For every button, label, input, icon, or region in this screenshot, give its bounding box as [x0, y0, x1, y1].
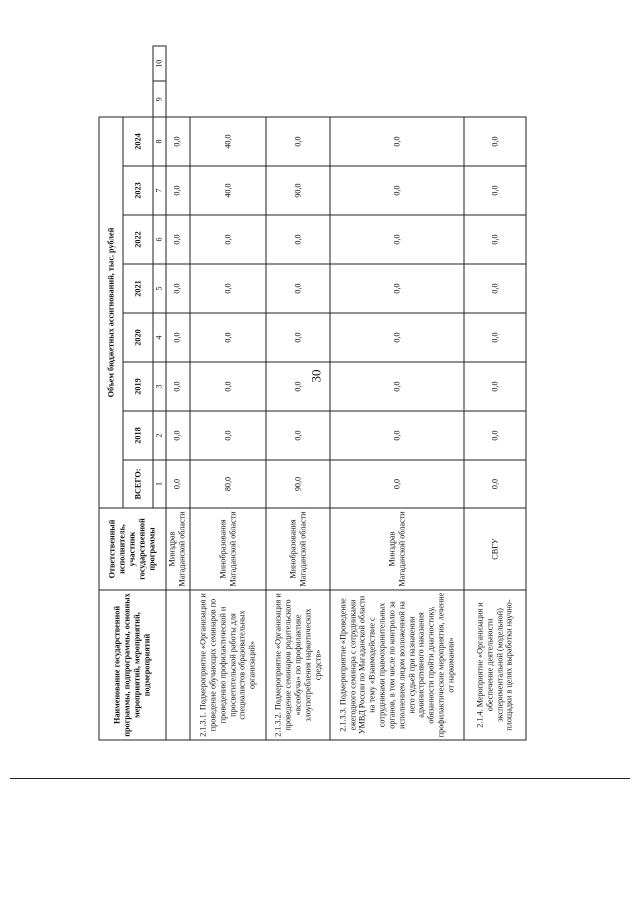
row-responsible: Минобразования Магаданской области	[266, 508, 330, 590]
row-value: 0,0	[330, 215, 464, 264]
row-value: 90,0	[266, 166, 330, 215]
page-number: 30	[308, 369, 324, 383]
col-number: 1	[153, 460, 166, 508]
footer-rule	[10, 778, 630, 779]
col-number: 2	[153, 411, 166, 460]
col-number: 9	[153, 81, 166, 117]
header-responsible: Ответственный исполнитель, участник государственной программы	[99, 508, 166, 590]
header-year: 2023	[123, 166, 153, 215]
header-year: 2020	[123, 313, 153, 362]
row-value: 0,0	[189, 215, 266, 264]
col-number: 7	[153, 166, 166, 215]
row-value: 0,0	[330, 166, 464, 215]
row-responsible: Минздрав Магаданской области	[330, 508, 464, 590]
row-total: 0,0	[330, 460, 464, 508]
row-value: 0,0	[189, 264, 266, 313]
row-value: 0,0	[165, 117, 189, 166]
row-value: 0,0	[165, 264, 189, 313]
row-value: 0,0	[330, 313, 464, 362]
row-value: 0,0	[165, 166, 189, 215]
row-value: 0,0	[464, 166, 526, 215]
row-responsible: Минздрав Магаданской области	[165, 508, 189, 590]
table-row	[266, 46, 330, 740]
row-value: 0,0	[266, 362, 330, 411]
header-budget: Объем бюджетных ассигнований, тыс. рублей	[99, 117, 123, 508]
table-row	[189, 46, 266, 740]
header-year: 2022	[123, 215, 153, 264]
header-year: 2024	[123, 117, 153, 166]
row-value: 0,0	[266, 264, 330, 313]
col-number: 8	[153, 117, 166, 166]
row-value: 0,0	[464, 313, 526, 362]
table-row	[165, 46, 189, 740]
row-value: 0,0	[330, 362, 464, 411]
row-responsible: Минобразования Магаданской области	[189, 508, 266, 590]
budget-table	[98, 45, 526, 740]
row-value: 40,0	[189, 166, 266, 215]
row-value: 0,0	[165, 313, 189, 362]
col-number: 5	[153, 264, 166, 313]
row-value: 40,0	[189, 117, 266, 166]
col-number: 6	[153, 215, 166, 264]
header-total: ВСЕГО:	[123, 460, 153, 508]
row-value: 0,0	[266, 117, 330, 166]
row-total: 0,0	[464, 460, 526, 508]
col-number: 3	[153, 362, 166, 411]
row-value: 0,0	[330, 117, 464, 166]
table-container	[98, 45, 526, 740]
col-number: 10	[153, 46, 166, 82]
header-year: 2019	[123, 362, 153, 411]
col-number: 4	[153, 313, 166, 362]
row-value: 0,0	[189, 362, 266, 411]
header-year: 2018	[123, 411, 153, 460]
row-value: 0,0	[189, 411, 266, 460]
row-name: 2.1.3.3. Подмероприятие «Проведение ежегодного семинара с сотрудниками УМВД России по Магаданской области на тему «Взаимодействие с сотрудниками правоохранительных органов, в том числе по контролю за исполнением лицом возложенной на него судьей при назначении административного наказания обязанности пройти диагностику, профилактические мероприятия, лечение от наркомании»	[330, 590, 464, 740]
table-row	[330, 46, 464, 740]
row-name	[165, 590, 189, 740]
row-value: 0,0	[464, 264, 526, 313]
row-value: 0,0	[266, 313, 330, 362]
row-value: 0,0	[266, 215, 330, 264]
row-name: 2.1.3.2. Подмероприятие «Организация и проведение семинаров родительского «всеобуча» по профилактике злоупотребления наркотических средств»	[266, 590, 330, 740]
row-value: 0,0	[189, 313, 266, 362]
row-value: 0,0	[464, 117, 526, 166]
row-value: 0,0	[464, 362, 526, 411]
header-year: 2021	[123, 264, 153, 313]
row-total: 80,0	[189, 460, 266, 508]
table-row	[464, 46, 526, 740]
row-name: 2.1.3.1. Подмероприятие «Организация и проведение обучающих семинаров по проведению профилактической и просветительской работы для специалистов образовательных организаций»	[189, 590, 266, 740]
row-value: 0,0	[330, 411, 464, 460]
row-total: 0,0	[165, 460, 189, 508]
row-value: 0,0	[464, 215, 526, 264]
row-name: 2.1.4. Мероприятие «Организация и обеспечение деятельности экспериментальной (модельной) площадки в целях выработки научно-	[464, 590, 526, 740]
row-value: 0,0	[165, 362, 189, 411]
row-responsible: СВГУ	[464, 508, 526, 590]
row-value: 0,0	[330, 264, 464, 313]
row-value: 0,0	[165, 411, 189, 460]
row-value: 0,0	[464, 411, 526, 460]
row-value: 0,0	[165, 215, 189, 264]
row-value: 0,0	[266, 411, 330, 460]
header-name: Наименование государственной программы, подпрограммы, основных мероприятий, мероприятий, подмероприятий	[99, 590, 166, 740]
row-total: 90,0	[266, 460, 330, 508]
